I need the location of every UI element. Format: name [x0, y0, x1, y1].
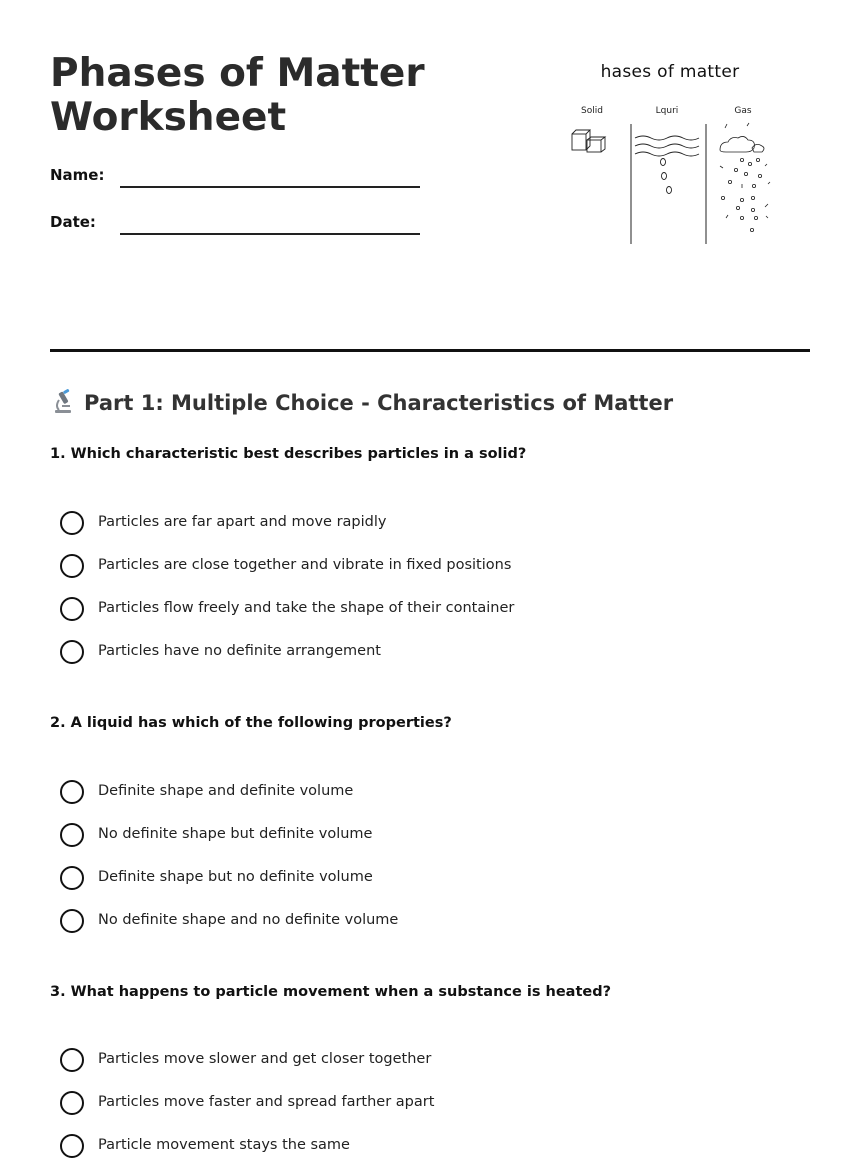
name-field[interactable] — [50, 164, 420, 188]
name-input-line[interactable] — [120, 186, 420, 188]
liquid-drawing — [635, 136, 699, 194]
option-label: Particles are close together and vibrate in fixed positions — [98, 557, 512, 573]
question-1 — [50, 446, 810, 659]
q1-option-c[interactable] — [60, 596, 760, 622]
radio-button[interactable] — [60, 1048, 84, 1072]
question-2-text: 2. A liquid has which of the following properties? — [50, 715, 452, 731]
question-3-text: 3. What happens to particle movement when a substance is heated? — [50, 984, 612, 1000]
radio-button[interactable] — [60, 866, 84, 890]
radio-button[interactable] — [60, 640, 84, 664]
q2-option-a[interactable] — [60, 779, 760, 805]
radio-button[interactable] — [60, 780, 84, 804]
phases-drawing — [560, 118, 780, 248]
q3-option-b[interactable] — [60, 1090, 760, 1116]
question-1-text: 1. Which characteristic best describes particles in a solid? — [50, 446, 527, 462]
radio-button[interactable] — [60, 1091, 84, 1115]
q3-option-c[interactable] — [60, 1133, 760, 1159]
option-label: Particles are far apart and move rapidly — [98, 514, 387, 530]
radio-button[interactable] — [60, 909, 84, 933]
q1-option-d[interactable] — [60, 639, 760, 665]
q1-option-a[interactable] — [60, 510, 760, 536]
question-2 — [50, 715, 810, 928]
option-label: No definite shape but definite volume — [98, 826, 373, 842]
radio-button[interactable] — [60, 823, 84, 847]
date-input-line[interactable] — [120, 233, 420, 235]
phases-illustration — [560, 58, 780, 258]
figure-label-gas: Gas — [734, 106, 752, 116]
radio-button[interactable] — [60, 511, 84, 535]
part1-heading — [50, 388, 673, 415]
q2-option-b[interactable] — [60, 822, 760, 848]
q2-option-c[interactable] — [60, 865, 760, 891]
page-title: Phases of Matter Worksheet — [50, 51, 425, 140]
section-divider — [50, 349, 810, 352]
q1-option-b[interactable] — [60, 553, 760, 579]
gas-drawing — [720, 123, 770, 232]
option-label: Particles move slower and get closer together — [98, 1051, 432, 1067]
figure-title: hases of matter — [600, 62, 740, 82]
part1-heading-text: Part 1: Multiple Choice - Characteristics of Matter — [84, 391, 674, 415]
radio-button[interactable] — [60, 554, 84, 578]
solid-cubes-drawing — [572, 130, 605, 152]
date-field[interactable] — [50, 211, 420, 235]
q2-option-d[interactable] — [60, 908, 760, 934]
option-label: Particles flow freely and take the shape of their container — [98, 600, 515, 616]
q3-option-a[interactable] — [60, 1047, 760, 1073]
option-label: Definite shape but no definite volume — [98, 869, 373, 885]
microscope-icon — [50, 388, 76, 414]
option-label: Definite shape and definite volume — [98, 783, 354, 799]
figure-label-solid: Solid — [581, 106, 603, 116]
radio-button[interactable] — [60, 597, 84, 621]
option-label: Particles have no definite arrangement — [98, 643, 381, 659]
radio-button[interactable] — [60, 1134, 84, 1158]
option-label: No definite shape and no definite volume — [98, 912, 399, 928]
option-label: Particle movement stays the same — [98, 1137, 350, 1153]
question-3 — [50, 984, 810, 1153]
date-label: Date: — [50, 213, 96, 231]
option-label: Particles move faster and spread farther apart — [98, 1094, 435, 1110]
figure-label-liquid: Lquri — [655, 106, 679, 116]
name-label: Name: — [50, 166, 105, 184]
